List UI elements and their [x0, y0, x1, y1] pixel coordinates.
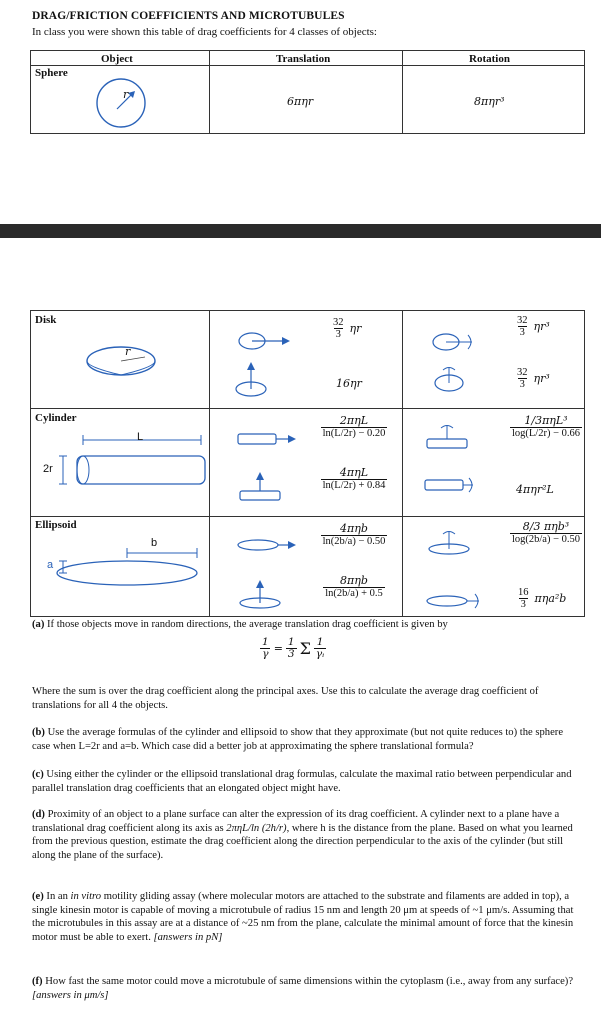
ellipsoid-diagram: [43, 537, 203, 593]
page-title: DRAG/FRICTION COEFFICIENTS AND MICROTUBULES: [32, 10, 345, 22]
header-rotation: Rotation: [469, 53, 510, 65]
row-label-sphere: Sphere: [35, 67, 68, 79]
question-b: (b) Use the average formulas of the cylinder and ellipsoid to show that they approximate (but not quite reduces to) the sphere case when L=2r and a=b. Which case did a better job at approximating the sphere translational formula?: [32, 727, 564, 752]
sphere-translation-formula: 6πηr: [287, 95, 314, 108]
cylinder-parallel-motion-icon: [236, 429, 298, 449]
question-f: (f) How fast the same motor could move a microtubule of same dimensions within the cytoplasm (i.e., away from any surface)? [answers in μm/s]: [32, 976, 574, 1001]
separator-bar: [0, 224, 601, 238]
row-label-ellipsoid: Ellipsoid: [35, 519, 77, 531]
header-translation: Translation: [276, 53, 331, 65]
row-label-disk: Disk: [35, 314, 57, 326]
ellipsoid-translation-2: $\frac{\text{8πηb}}{\ln(2b/a) + 0.5}$: [325, 574, 383, 599]
average-drag-formula: $\frac{1}{\gamma}$ = $\frac{1}{3}$ Σ $\frac{1}{\text{γᵢ}}$: [262, 636, 325, 661]
ellipsoid-rotation-2: $\frac{16}{3}$ πηa²b: [518, 587, 567, 611]
disk-radius-label: r: [125, 345, 131, 358]
cylinder-perpendicular-motion-icon: [236, 471, 286, 507]
ellipsoid-rotation-icon-1: [425, 527, 475, 559]
cylinder-translation-1: $\frac{\text{2πηL}}{\ln(L/2r) - 0.20}$: [322, 414, 386, 439]
disk-translation-1: $\frac{32}{3}$ ηr: [333, 317, 362, 341]
disk-diagram: [81, 339, 161, 379]
cylinder-length-label: L: [137, 431, 144, 443]
cylinder-diagram: [41, 426, 206, 496]
ellipsoid-a-label: a: [47, 559, 54, 571]
question-d: (d) Proximity of an object to a plane surface can alter the expression of its drag coefficient. A cylinder next to a plane have a translational drag coefficient along its axis as 2πηL/ln (2h/r), where h is the distance from the plane. Based on what you learned from the previous question, estimate the drag coefficient along the direction perpendicular to the axis of the cylinder (but still along the plane of the surface).: [32, 809, 573, 861]
header-object: Object: [101, 53, 133, 65]
ellipsoid-parallel-motion-icon: [236, 535, 298, 555]
intro-text: In class you were shown this table of drag coefficients for 4 classes of objects:: [32, 26, 377, 38]
drag-table-bottom: [30, 310, 585, 617]
question-e: (e) In an in vitro motility gliding assay (where molecular motors are attached to the substrate and filaments are added in top), a single kinesin motor is capable of moving a microtubule of radius 15 nm and length 20 μm at speeds of ~1 μm/s. Assuming that the microtubules in this assay are at a distance of ~25 nm from the plane, calculate the minimal amount of force that the kinesin motor must be able to exert. [answers in pN]: [32, 891, 574, 943]
cylinder-rotation-2: 4πηr²L: [516, 483, 554, 496]
disk-rotation-2: $\frac{32}{3}$ ηr³: [517, 367, 550, 391]
cylinder-diameter-label: 2r: [43, 463, 53, 475]
disk-translation-2: 16ηr: [336, 377, 362, 390]
disk-rotation-icon-1: [426, 329, 482, 355]
cylinder-rotation-icon-1: [423, 421, 473, 455]
row-label-cylinder: Cylinder: [35, 412, 77, 424]
question-a-followup: Where the sum is over the drag coefficient along the principal axes. Use this to calculate the average drag coefficient of translations for all 4 the objects.: [32, 686, 539, 711]
question-c: (c) Using either the cylinder or the ellipsoid translational drag formulas, calculate the maximal ratio between perpendicular and parallel translation drag coefficients that an elongated object might have.: [32, 769, 572, 794]
ellipsoid-rotation-icon-2: [425, 591, 487, 611]
ellipsoid-b-label: b: [151, 537, 158, 549]
cylinder-translation-2: $\frac{\text{4πηL}}{\ln(L/2r) + 0.84}$: [322, 466, 386, 491]
sphere-radius-label: r: [123, 88, 129, 101]
disk-parallel-motion-icon: [236, 329, 292, 353]
drag-table-top: [30, 50, 585, 134]
disk-rotation-icon-2: [429, 363, 469, 399]
ellipsoid-perpendicular-motion-icon: [236, 579, 286, 613]
cylinder-rotation-1: $\frac{\text{1/3πηL³}}{\log(L/2r) - 0.66}$: [511, 414, 581, 439]
disk-rotation-1: $\frac{32}{3}$ ηr³: [517, 315, 550, 339]
sphere-diagram: [91, 73, 151, 131]
cylinder-rotation-icon-2: [423, 475, 477, 495]
question-a: (a) If those objects move in random directions, the average translation drag coefficient is given by: [32, 619, 448, 630]
disk-perpendicular-motion-icon: [231, 361, 271, 401]
ellipsoid-translation-1: $\frac{\text{4πηb}}{\ln(2b/a) - 0.50}$: [322, 522, 386, 547]
sphere-rotation-formula: 8πηr³: [474, 95, 505, 108]
ellipsoid-rotation-1: $\frac{\text{8/3 πηb³}}{\log(2b/a) - 0.50}$: [511, 520, 581, 545]
